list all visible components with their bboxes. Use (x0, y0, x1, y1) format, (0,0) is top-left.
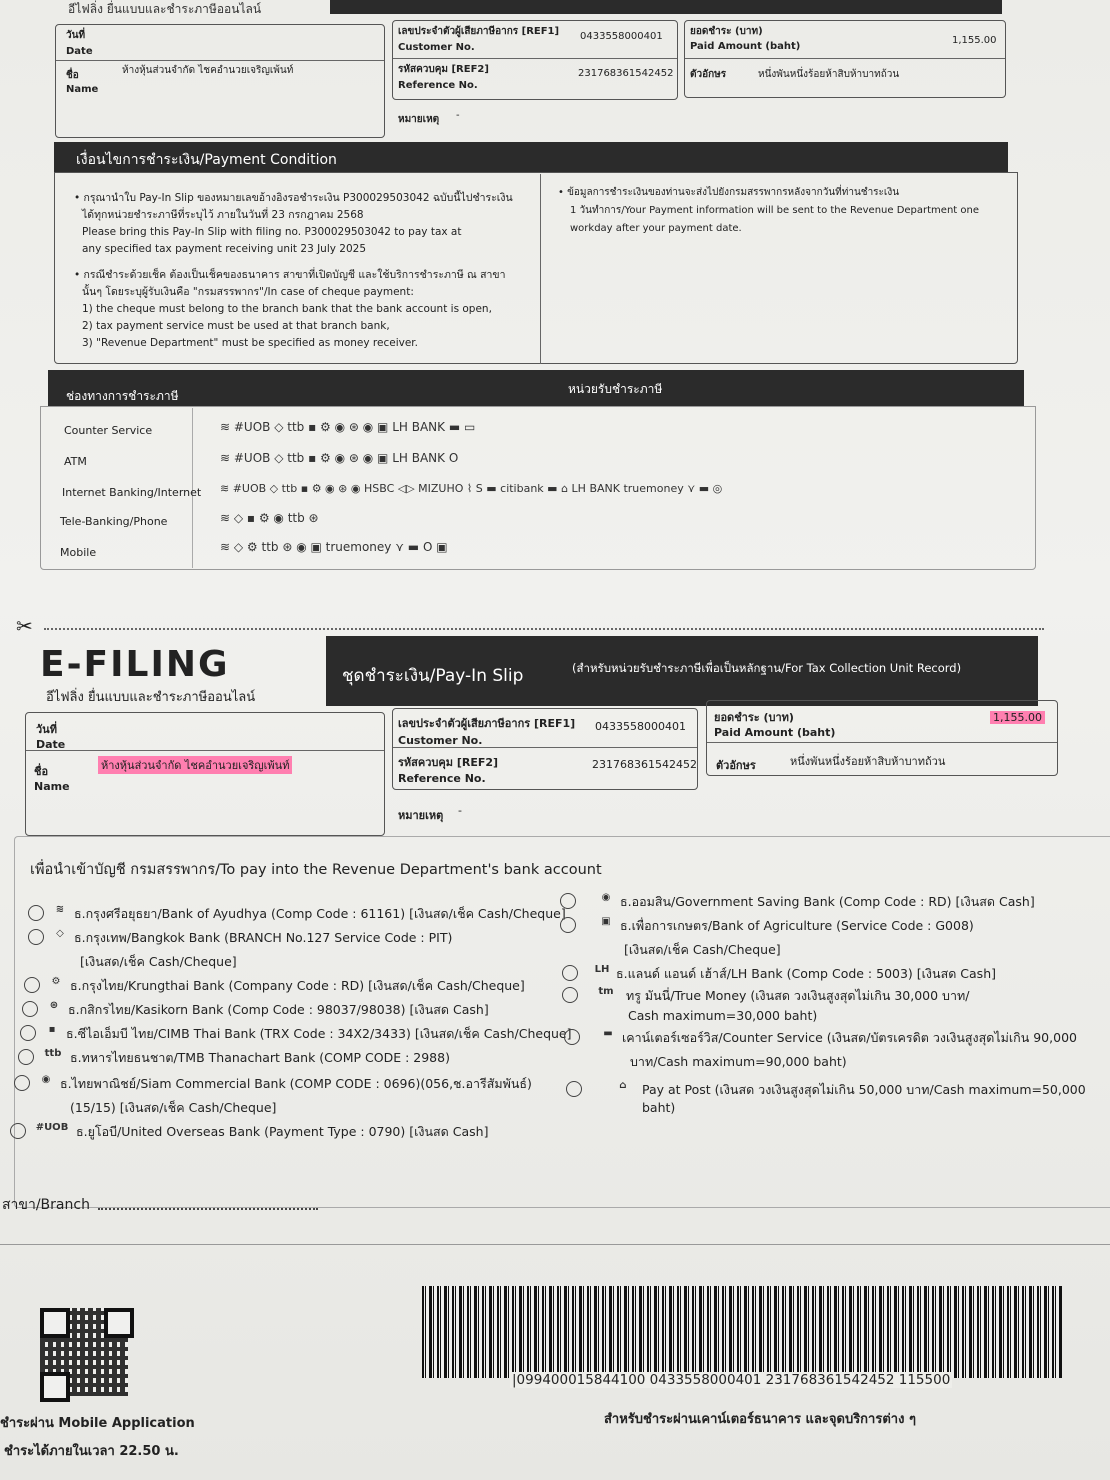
bank-option-uob[interactable]: #UOB ธ.ยูโอบี/United Overseas Bank (Payment Type : 0790) [เงินสด Cash] (10, 1122, 488, 1142)
barcode-caption: สำหรับชำระผ่านเคาน์เตอร์ธนาคาร และจุดบริการต่าง ๆ (604, 1412, 916, 1427)
bangkok-bank-icon: ◇ (56, 928, 64, 939)
channel-logos-phone: ≋ ◇ ▪ ⚙ ◉ ttb ⊛ (220, 511, 319, 525)
channel-label-counter: Counter Service (64, 424, 153, 437)
radio-pay-at-post[interactable] (566, 1081, 582, 1097)
slip-ref1-value: 0433558000401 (595, 720, 686, 733)
bank-option-counter-service[interactable]: ▬ เคาน์เตอร์เซอร์วิส/Counter Service (เงินสด/บัตรเครดิต วงเงินสูงสุดไม่เกิน 90,000 (564, 1028, 1077, 1048)
channels-header: ช่องทางการชำระภาษี หน่วยรับชำระภาษี (48, 370, 1024, 406)
channel-logos-counter: ≋ #UOB ◇ ttb ▪ ⚙ ◉ ⊛ ◉ ▣ LH BANK ▬ ▭ (220, 420, 476, 434)
radio-lh[interactable] (562, 965, 578, 981)
gsb-icon: ◉ (601, 892, 611, 903)
condition-title: เงื่อนไขการชำระเงิน/Payment Condition (76, 152, 337, 168)
bank-option-lh[interactable]: LH ธ.แลนด์ แอนด์ เฮ้าส์/LH Bank (Comp Code : 5003) [เงินสด Cash] (562, 964, 996, 984)
slip-date-name-box (25, 712, 385, 836)
radio-cimb[interactable] (20, 1025, 36, 1041)
condition-right-text: • ข้อมูลการชำระเงินของท่านจะส่งไปยังกรมสรรพากรหลังจากวันที่ท่านชำระเงิน 1 วันทำการ/Your Payment information will be sent to the Revenue Department one workday after your payment date. (558, 187, 979, 234)
bank-option-kasikorn[interactable]: ⊛ ธ.กสิกรไทย/Kasikorn Bank (Comp Code : 98037/98038) [เงินสด Cash] (22, 1000, 489, 1020)
bank-option-truemoney[interactable]: tm ทรู มันนี่/True Money (เงินสด วงเงินสูงสุดไม่เกิน 30,000 บาท/ (562, 986, 969, 1006)
bank-option-krungthai[interactable]: ⚙ ธ.กรุงไทย/Krungthai Bank (Company Code : RD) [เงินสด/เช็ค Cash/Cheque] (24, 976, 525, 996)
branch-input-line[interactable] (98, 1208, 318, 1210)
cimb-icon: ▪ (48, 1024, 56, 1035)
radio-uob[interactable] (10, 1123, 26, 1139)
radio-bangkok[interactable] (28, 929, 44, 945)
bank-option-bangkok[interactable]: ◇ ธ.กรุงเทพ/Bangkok Bank (BRANCH No.127 Service Code : PIT) (28, 928, 452, 948)
bank-section-title: เพื่อนำเข้าบัญชี กรมสรรพากร/To pay into the Revenue Department's bank account (30, 862, 602, 878)
slip-name-value: ห้างหุ้นส่วนจำกัด ไชคอำนวยเจริญเพ้นท์ (98, 756, 292, 774)
slip-header (326, 636, 1038, 706)
mobile-app-label: ชำระผ่าน Mobile Application (0, 1416, 195, 1431)
slip-amount-value: 1,155.00 (990, 711, 1045, 724)
slip-subtitle: (สำหรับหน่วยรับชำระภาษีเพื่อเป็นหลักฐาน/For Tax Collection Unit Record) (572, 661, 962, 675)
top-brand-subtitle: อีไฟลิ่ง ยื่นแบบและชำระภาษีออนไลน์ (68, 2, 262, 16)
channel-label-atm: ATM (64, 455, 87, 468)
ttb-icon: ttb (44, 1048, 62, 1059)
bank-option-baac[interactable]: ▣ ธ.เพื่อการเกษตร/Bank of Agriculture (Service Code : G008) (560, 916, 974, 936)
slip-title: ชุดชำระเงิน/Pay-In Slip (342, 666, 524, 686)
barcode-number: |099400015844100 0433558000401 231768361542452 115500 (512, 1372, 951, 1388)
krungthai-icon: ⚙ (51, 976, 61, 987)
radio-gsb[interactable] (560, 893, 576, 909)
slip-ref2-value: 231768361542452 (592, 758, 697, 771)
top-amount-value: 1,155.00 (952, 35, 997, 46)
lh-bank-icon: LH (594, 964, 610, 975)
top-name-value: ห้างหุ้นส่วนจำกัด ไชคอำนวยเจริญเพ้นท์ (122, 65, 294, 76)
channel-logos-mobile: ≋ ◇ ⚙ ttb ⊛ ◉ ▣ truemoney ⋎ ▬ O ▣ (220, 540, 448, 554)
thailand-post-icon: ⌂ (619, 1080, 627, 1091)
ayudhya-icon: ≋ (55, 904, 65, 915)
efiling-logo: E-FILING (40, 644, 230, 685)
bank-option-ttb[interactable]: ttb ธ.ทหารไทยธนชาต/TMB Thanachart Bank (COMP CODE : 2988) (18, 1048, 450, 1068)
counter-service-icon: ▬ (603, 1028, 613, 1039)
radio-ayudhya[interactable] (28, 905, 44, 921)
condition-left-text: • กรุณานำใบ Pay-In Slip ของหมายเลขอ้างอิงรอชำระเงิน P300029503042 ฉบับนี้ไปชำระเงิน ได้ทุกหน่วยชำระภาษีที่ระบุไว้ ภายในวันที่ 23 กรกฎาคม 2568 Please bring this Pay-In Slip with filing no. P300029503042 to pay tax at any specified tax payment receiving unit 23 July 2025 • กรณีชำระด้วยเช็ค ต้องเป็นเช็คของธนาคาร สาขาที่เปิดบัญชี และใช้บริการชำระภาษี ณ สาขา นั้นๆ โดยระบุผู้รับเงินคือ "กรมสรรพากร"/In case of cheque payment: 1) the cheque must belong to the branch bank that the bank account is open, 2) tax payment service must be used at that branch bank, 3) "Revenue Department" must be specified as money receiver. (74, 192, 513, 349)
radio-krungthai[interactable] (24, 977, 40, 993)
channel-logos-internet: ≋ #UOB ◇ ttb ▪ ⚙ ◉ ⊛ ◉ HSBC ◁▷ MIZUHO ⌇ S ▬ citibank ▬ ⌂ LH BANK truemoney ⋎ ▬ ◎ (220, 482, 723, 495)
top-header-bar (330, 0, 1002, 14)
efiling-subtitle: อีไฟลิ่ง ยื่นแบบและชำระภาษีออนไลน์ (46, 690, 256, 705)
bank-option-gsb[interactable]: ◉ ธ.ออมสิน/Government Saving Bank (Comp Code : RD) [เงินสด Cash] (560, 892, 1035, 912)
bank-option-scb[interactable]: ◉ ธ.ไทยพาณิชย์/Siam Commercial Bank (COMP CODE : 0696)(056,ช.อารีสัมพันธ์) (14, 1074, 532, 1094)
radio-counter-service[interactable] (564, 1029, 580, 1045)
top-ref2-value: 231768361542452 (578, 68, 674, 79)
barcode (422, 1286, 1062, 1378)
radio-kasikorn[interactable] (22, 1001, 38, 1017)
radio-scb[interactable] (14, 1075, 30, 1091)
scb-icon: ◉ (41, 1074, 51, 1085)
cut-line (44, 628, 1044, 630)
uob-icon: #UOB (35, 1122, 69, 1133)
channel-label-internet: Internet Banking/Internet (62, 486, 202, 499)
condition-header (54, 142, 1008, 172)
branch-label: สาขา/Branch (2, 1197, 90, 1213)
truemoney-icon: tm (598, 986, 614, 997)
channel-logos-atm: ≋ #UOB ◇ ttb ▪ ⚙ ◉ ⊛ ◉ ▣ LH BANK O (220, 451, 459, 465)
baac-icon: ▣ (601, 916, 611, 927)
radio-ttb[interactable] (18, 1049, 34, 1065)
radio-truemoney[interactable] (562, 987, 578, 1003)
bank-option-pay-at-post[interactable]: ⌂ Pay at Post (เงินสด วงเงินสูงสุดไม่เกิน 50,000 บาท/Cash maximum=50,000 baht) (566, 1080, 1110, 1115)
scissors-icon: ✂ (16, 614, 33, 638)
bank-option-ayudhya[interactable]: ≋ ธ.กรุงศรีอยุธยา/Bank of Ayudhya (Comp Code : 61161) [เงินสด/เช็ค Cash/Cheque] (28, 904, 566, 924)
pay-in-slip-page: อีไฟลิ่ง ยื่นแบบและชำระภาษีออนไลน์ วันที่ Date ชื่อ Name ห้างหุ้นส่วนจำกัด ไชคอำนวยเจริญเพ้นท์ เลขประจำตัวผู้เสียภาษีอากร [REF1] Customer No. 0433558000401 รหัสควบคุม [REF2] Reference No. 231768361542452 หมายเหตุ - ยอดชำระ (บาท) Paid Amount (baht) 1,155.00 ตัวอักษร หนึ่งพันหนึ่งร้อยห้าสิบห้าบาทถ้วน เงื่อนไขการชำระเงิน/Payment Condition • กรุณานำใบ Pay-In Slip ของหมายเลขอ้างอิงรอชำระเงิน P300029503042 ฉบับนี้ไปชำระเงิน ได้ทุกหน่วยชำระภาษีที่ระบุไว้ ภายในวันที่ 23 กรกฎาคม 2568 Please bring this Pay-In Slip with filing no. P300029503042 to pay tax at any specified tax payment receiving unit 23 July 2025 • กรณีชำระด้วยเช็ค ต้องเป็นเช็คของธนาคาร สาขาที่เปิดบัญชี และใช้บริการชำระภาษี ณ สาขา นั้นๆ โดยระบุผู้รับเงินคือ "กรมสรรพากร"/In case of cheque payment: 1) the cheque must belong to the branch bank that the bank account is open, 2) tax payment service must be used at that branch bank, 3) "Revenue Department" must be specified as money receiver. • ข้อมูลการชำระเงินของท่านจะส่งไปยังกรมสรรพากรหลังจากวันที่ท่านชำระเงิน 1 วันทำการ/Your Payment information will be sent to the Revenue Department one workday after your payment date. ช่องทางการชำระภาษี หน่วยรับชำระภาษี Counter Service ≋ #UOB ◇ ttb ▪ ⚙ ◉ ⊛ ◉ ▣ LH BANK ▬ ▭ ATM ≋ #UOB ◇ ttb ▪ ⚙ ◉ ⊛ ◉ ▣ LH BANK O Internet Banking/Internet ≋ #UOB ◇ ttb ▪ ⚙ ◉ ⊛ ◉ HSBC ◁▷ MIZUHO ⌇ S ▬ citibank ▬ ⌂ LH BANK truemoney ⋎ ▬ ◎ Tele-Banking/Phone ≋ ◇ ▪ ⚙ ◉ ttb ⊛ Mobile ≋ ◇ ⚙ ttb ⊛ ◉ ▣ truemoney ⋎ ▬ O ▣ ✂ E-FILING อีไฟลิ่ง ยื่นแบบและชำระภาษีออนไลน์ ชุดชำระเงิน/Pay-In Slip (สำหรับหน่วยรับชำระภาษีเพื่อเป็นหลักฐาน/For Tax Collection Unit Record) วันที่ Date ชื่อ Name ห้างหุ้นส่วนจำกัด ไชคอำนวยเจริญเพ้นท์ เลขประจำตัวผู้เสียภาษีอากร [REF1] Customer No. 0433558000401 รหัสควบคุม [REF2] Reference No. 231768361542452 หมายเหตุ - ยอดชำระ (บาท) Paid Amount (baht) 1,155.00 ตัวอักษร หนึ่งพันหนึ่งร้อยห้าสิบห้าบาทถ้วน เพื่อนำเข้าบัญชี กรมสรรพากร/To pay into the Revenue Department's bank account ≋ ธ.กรุงศรีอยุธยา/Bank of Ayudhya (Comp Code : 61161) [เงินสด/เช็ค Cash/Cheque] ◇ ธ.กรุงเทพ/Bangkok Bank (BRANCH No.127 Service Code : PIT) [เงินสด/เช็ค Cash/Cheque] ⚙ ธ.กรุงไทย/Krungthai Bank (Company Code : RD) [เงินสด/เช็ค Cash/Cheque] ⊛ ธ.กสิกรไทย/Kasikorn Bank (Comp Code : 98037/98038) [เงินสด Cash] ▪ ธ.ซีไอเอ็มบี ไทย/CIMB Thai Bank (TRX Code : 34X2/3433) [เงินสด/เช็ค Cash/Cheque] ttb ธ.ทหารไทยธนชาต/TMB Thanachart Bank (COMP CODE : 2988) ◉ ธ.ไทยพาณิชย์/Siam Commercial Bank (COMP CODE : 0696)(056,ช.อารีสัมพันธ์) (15/15) [เงินสด/เช็ค Cash/Cheque] #UOB ธ.ยูโอบี/United Overseas Bank (Payment Type : 0790) [เงินสด Cash] ◉ ธ.ออมสิน/Government Saving Bank (Comp Code : RD) [เงินสด Cash] ▣ ธ.เพื่อการเกษตร/Bank of Agriculture (Service Code : G008) [เงินสด/เช็ค Cash/Cheque] LH ธ.แลนด์ แอนด์ เฮ้าส์/LH Bank (Comp Code : 5003) [เงินสด Cash] tm ทรู มันนี่/True Money (เงินสด วงเงินสูงสุดไม่เกิน 30,000 บาท/ Cash maximum=30,000 baht) ▬ เคาน์เตอร์เซอร์วิส/Counter Service (เงินสด/บัตรเครดิต วงเงินสูงสุดไม่เกิน 90,000 บาท/Cash maximum=90,000 baht) ⌂ Pay at Post (เงินสด วงเงินสูงสุดไม่เกิน 50,000 บาท/Cash maximum=50,000 baht) สาขา/Branch ชำระผ่าน Mobile Application ชำระได้ภายในเวลา 22.50 น. |099400015844100 0433558000401 231768361542452 115500 สำหรับชำระผ่านเคาน์เตอร์ธนาคาร และจุดบริการต่าง ๆ (0, 0, 1110, 1480)
top-date-name-box (55, 24, 385, 138)
channel-label-mobile: Mobile (60, 546, 97, 559)
channel-label-phone: Tele-Banking/Phone (60, 515, 168, 528)
radio-baac[interactable] (560, 917, 576, 933)
kasikorn-icon: ⊛ (49, 1000, 59, 1011)
pay-time-label: ชำระได้ภายในเวลา 22.50 น. (4, 1444, 179, 1459)
top-ref1-value: 0433558000401 (580, 31, 663, 42)
bank-option-cimb[interactable]: ▪ ธ.ซีไอเอ็มบี ไทย/CIMB Thai Bank (TRX Code : 34X2/3433) [เงินสด/เช็ค Cash/Cheque] (20, 1024, 572, 1044)
